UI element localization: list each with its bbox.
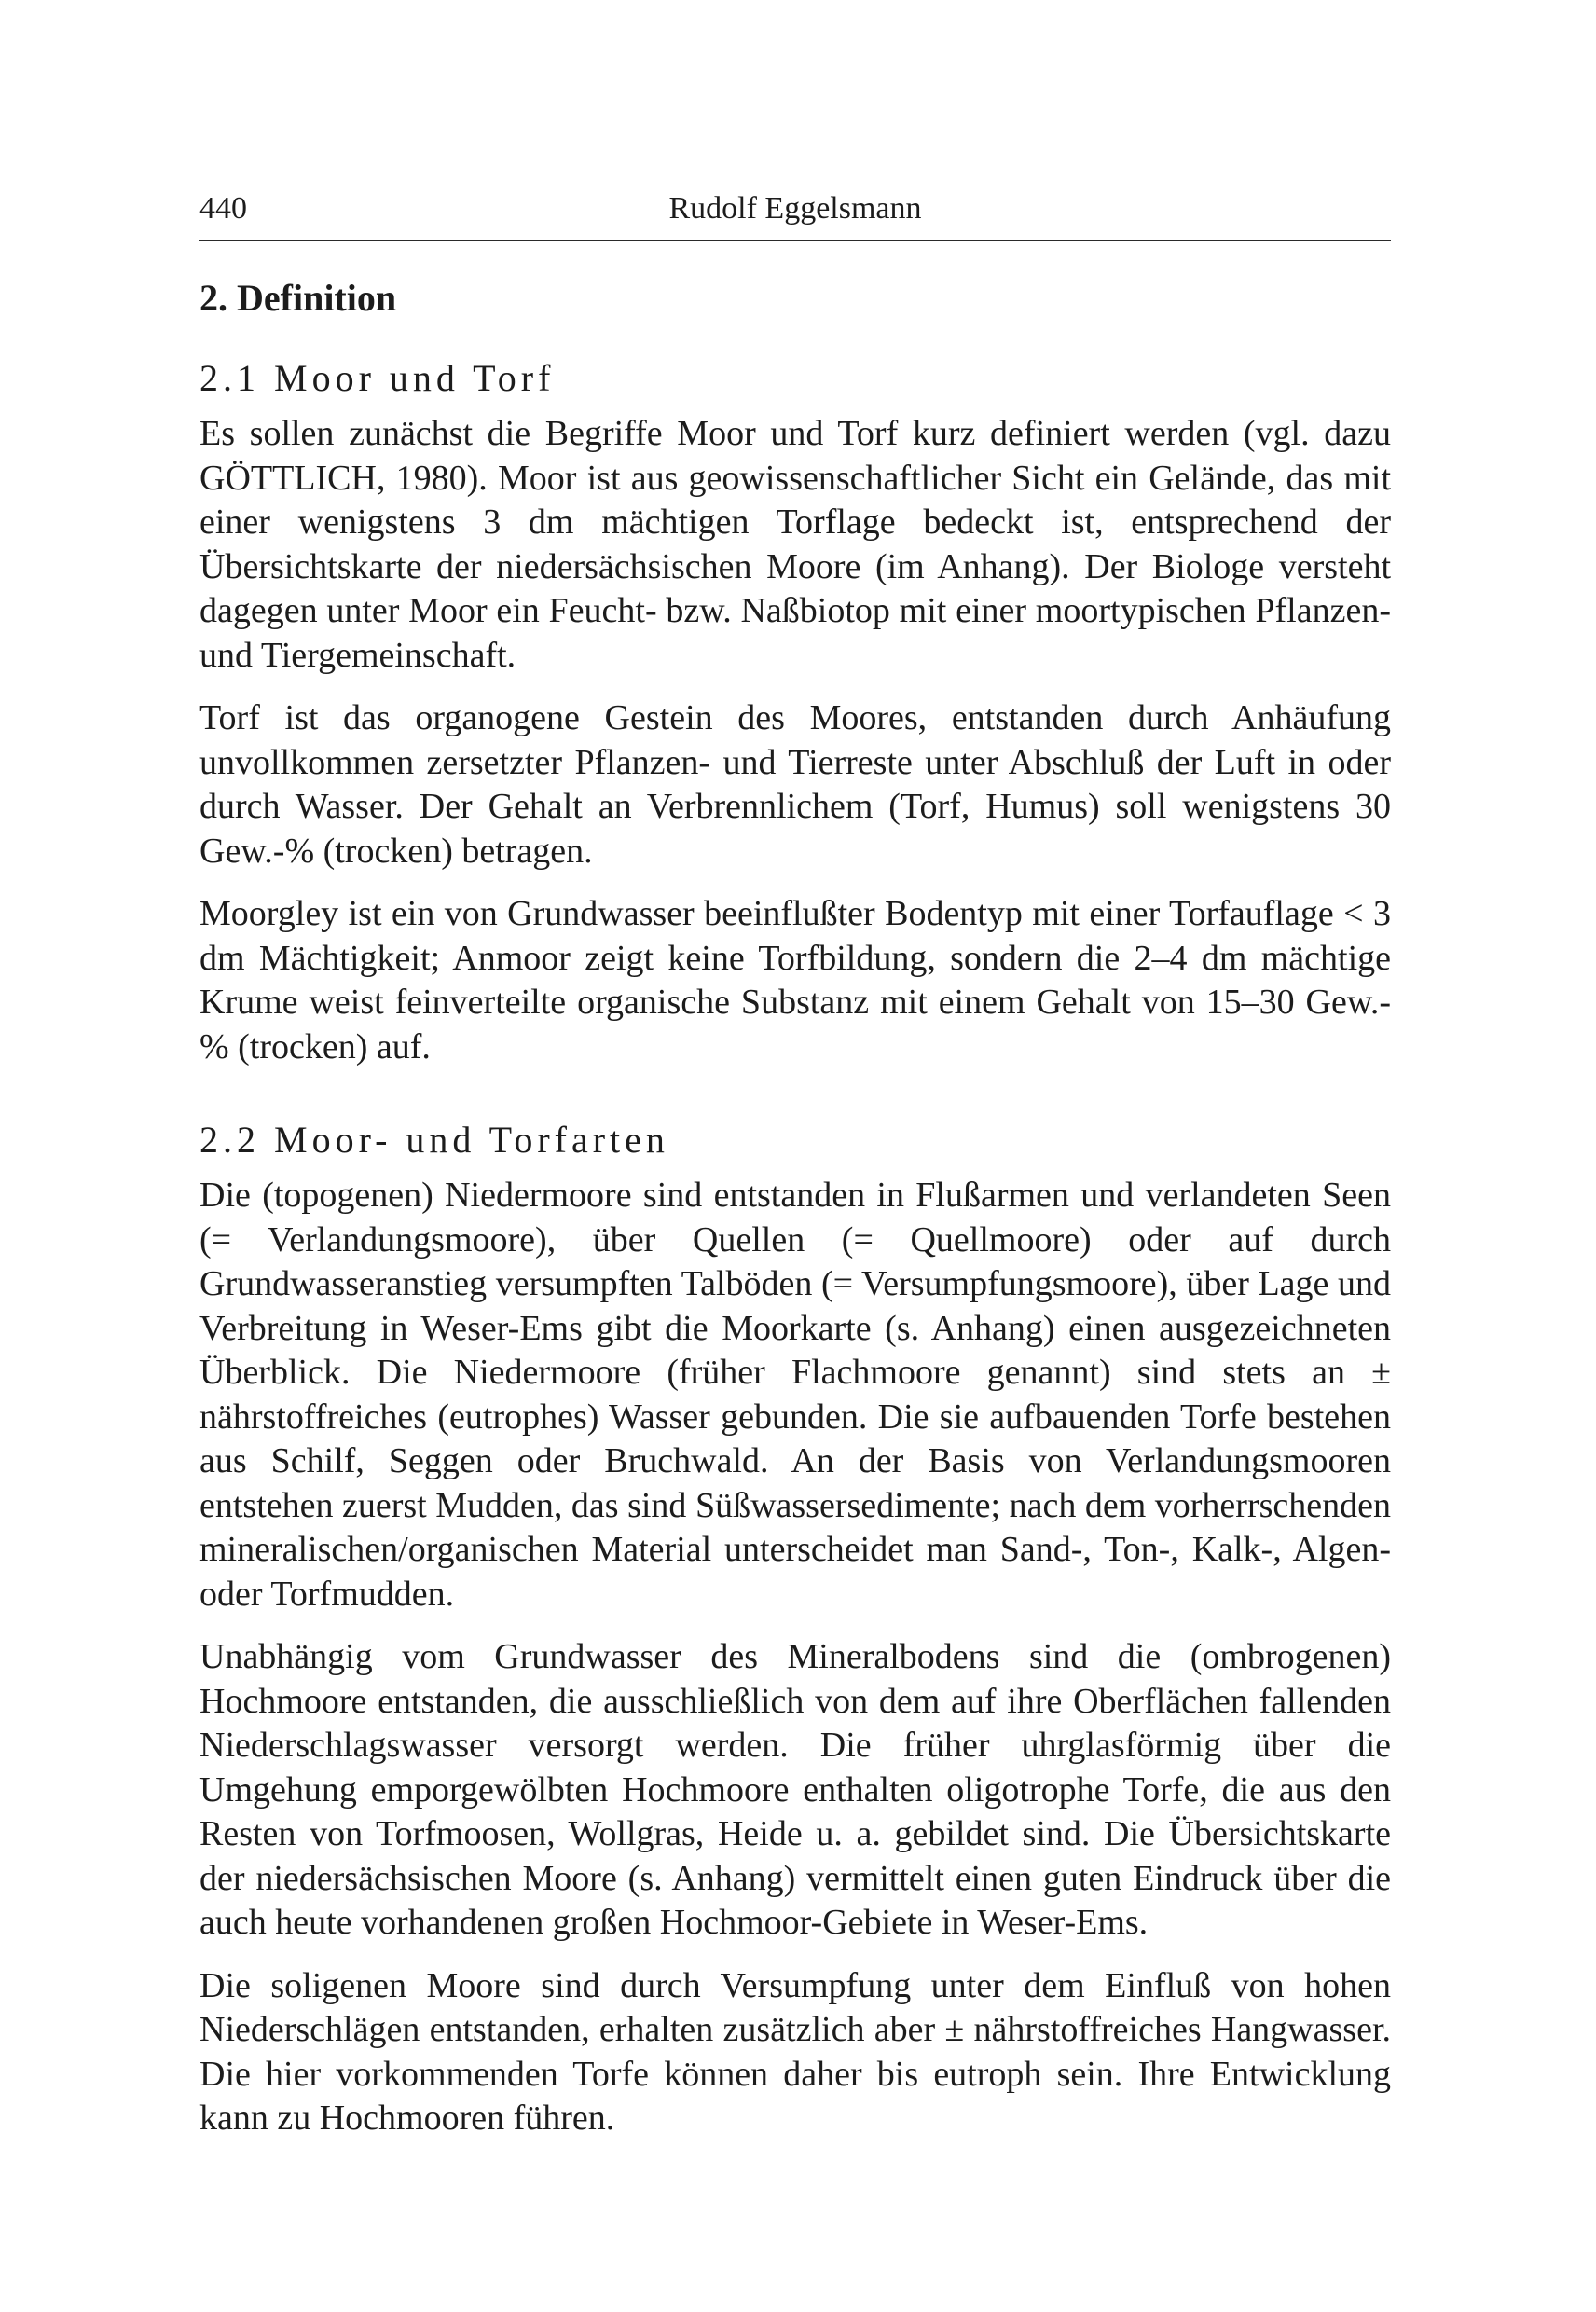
header-author: Rudolf Eggelsmann (668, 191, 922, 226)
paragraph: Die soligenen Moore sind durch Versumpfung unter dem Einfluß von hohen Niederschlägen entstanden, erhalten zusätzlich aber ± nährstoffreiches Hangwasser. Die hier vorkommenden Torfe können daher bis eutroph sein. Ihre Entwicklung kann zu Hochmooren führen. (200, 1965, 1391, 2138)
subsection-title-moor-und-torf: 2.1 Moor und Torf (200, 357, 556, 399)
paragraph: Die (topogenen) Niedermoore sind entstanden in Flußarmen und verlandeten Seen (= Verlandungsmoore), über Quellen (= Quellmoore) oder auf durch Grundwasseranstieg versumpften Talböden (= Versumpfungsmoore), über Lage und Verbreitung in Weser-Ems gibt die Moorkarte (s. Anhang) einen ausgezeichneten Überblick. Die Niedermoore (früher Flachmoore genannt) sind stets an ± nährstoffreiches (eutrophes) Wasser gebunden. Die sie aufbauenden Torfe bestehen aus Schilf, Seggen oder Bruchwald. An der Basis von Verlandungsmooren entstehen zuerst Mudden, das sind Süßwassersedimente; nach dem vorherrschenden mineralischen/organischen Material unterscheidet man Sand-, Ton-, Kalk-, Algen- oder Torfmudden. (200, 1176, 1391, 1614)
paragraph: Unabhängig vom Grundwasser des Mineralbodens sind die (ombrogenen) Hochmoore entstanden, die ausschließlich von dem auf ihre Oberflächen fallenden Niederschlagswasser versorgt werden. Die früher uhrglasförmig über die Umgehung emporgewölbten Hochmoore enthalten oligotrophe Torfe, die aus den Resten von Torfmoosen, Wollgras, Heide u. a. gebildet sind. Die Übersichtskarte der niedersächsischen Moore (s. Anhang) vermittelt einen guten Eindruck über die auch heute vorhandenen großen Hochmoor-Gebiete in Weser-Ems. (200, 1637, 1391, 1942)
running-header (200, 191, 1391, 241)
page-number: 440 (200, 191, 247, 226)
section-title: 2. Definition (200, 277, 397, 319)
main-content (200, 272, 1391, 2160)
subsection-title-moor-und-torfarten: 2.2 Moor- und Torfarten (200, 1119, 669, 1161)
paragraph: Moorgley ist ein von Grundwasser beeinflußter Bodentyp mit einer Torfauflage < 3 dm Mächtigkeit; Anmoor zeigt keine Torfbildung, sondern die 2–4 dm mächtige Krume weist feinverteilte organische Substanz mit einem Gehalt von 15–30 Gew.-% (trocken) auf. (200, 894, 1391, 1067)
paragraph: Es sollen zunächst die Begriffe Moor und Torf kurz definiert werden (vgl. dazu GÖTTLICH, 1980). Moor ist aus geowissenschaftlicher Sicht ein Gelände, das mit einer wenigstens 3 dm mächtigen Torflage bedeckt ist, entsprechend der Übersichtskarte der niedersächsischen Moore (im Anhang). Der Biologe versteht dagegen unter Moor ein Feucht- bzw. Naßbiotop mit einer moortypischen Pflanzen- und Tiergemeinschaft. (200, 414, 1391, 675)
paragraph: Torf ist das organogene Gestein des Moores, entstanden durch Anhäufung unvollkommen zersetzter Pflanzen- und Tierreste unter Abschluß der Luft in oder durch Wasser. Der Gehalt an Verbrennlichem (Torf, Humus) soll wenigstens 30 Gew.-% (trocken) betragen. (200, 698, 1391, 871)
